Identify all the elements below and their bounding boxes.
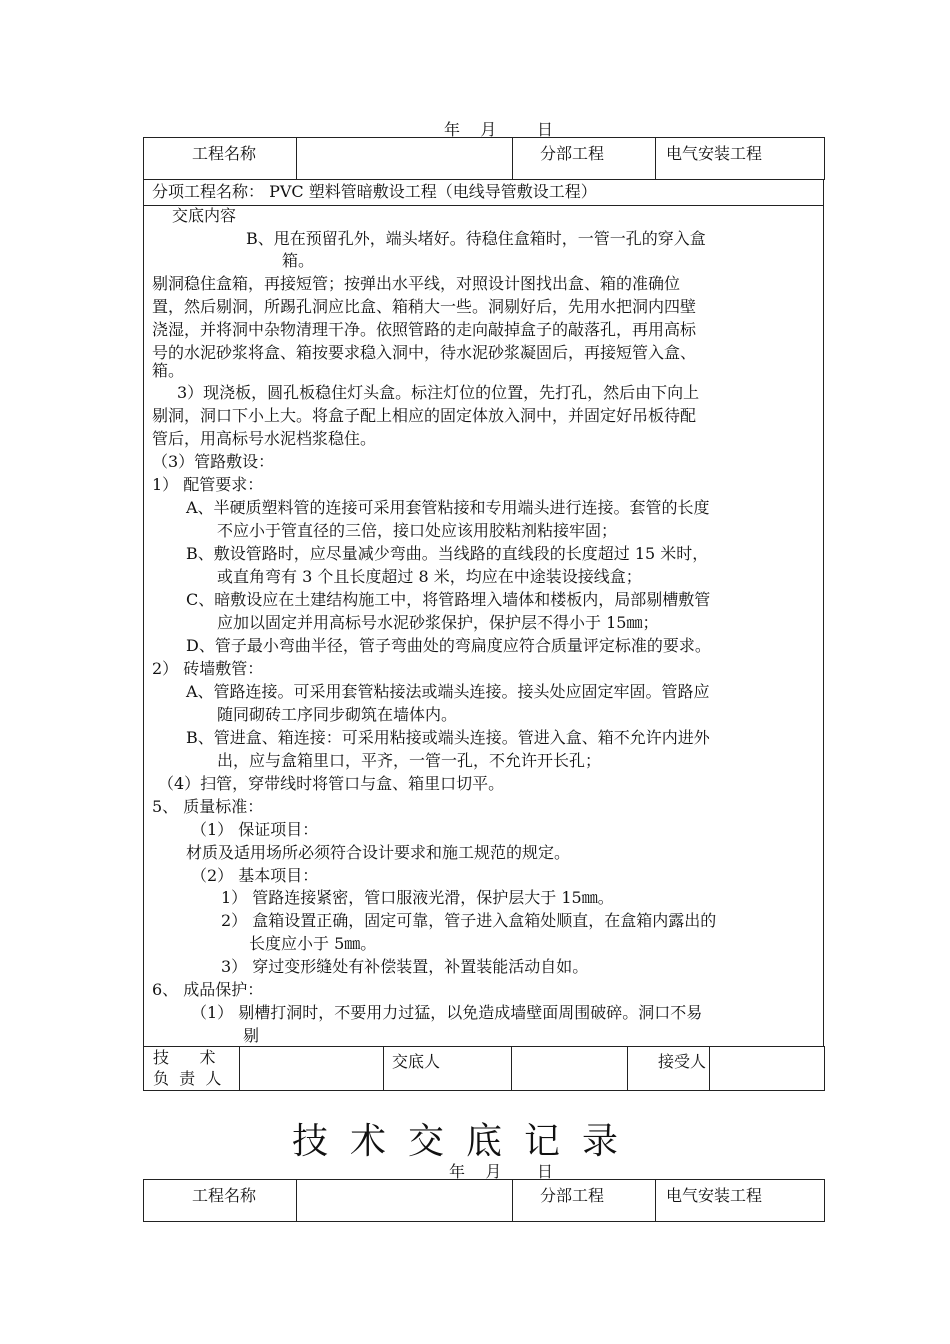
body-line: 5、 质量标准： [152,797,264,816]
body-line: （4）扫管，穿带线时将管口与盒、箱里口切平。 [158,774,505,793]
body-line: 浇湿，并将洞中杂物清理干净。依照管路的走向敲掉盒子的敲落孔，再用高标 [152,320,697,339]
body-line: A、半硬质塑料管的连接可采用套管粘接和专用端头进行连接。套管的长度 [186,498,710,517]
date-line: 年 月 日 [449,1162,553,1181]
header-table [143,1179,825,1222]
body-line: （2） 基本项目： [191,866,319,885]
subitem-name: 分项工程名称： PVC 塑料管暗敷设工程（电线导管敷设工程） [152,182,597,201]
body-line: （1） 保证项目： [191,820,319,839]
subitem-divider [143,205,824,206]
body-line: 随同砌砖工序同步砌筑在墙体内。 [217,705,458,724]
body-line: 应加以固定并用高标号水泥砂浆保护，保护层不得小于 15㎜； [217,613,659,632]
project-name-value [297,138,513,180]
discloser-label: 交底人 [384,1047,512,1091]
body-line: 2） 砖墙敷管： [152,659,264,678]
receiver-label: 接受人 [628,1047,710,1091]
tech-lead-label-line1: 技 术 [153,1048,216,1067]
body-line: 6、 成品保护： [152,980,264,999]
division-label: 分部工程 [513,138,656,180]
document-title: 技术交底记录 [292,1121,641,1162]
body-line: 箱。 [282,251,315,270]
project-name-label: 工程名称 [144,1180,297,1222]
body-line: A、管路连接。可采用套管粘接法或端头连接。接头处应固定牢固。管路应 [186,682,710,701]
body-line: 置，然后剔洞，所踢孔洞应比盒、箱稍大一些。洞剔好后，先用水把洞内四壁 [152,297,697,316]
body-line: C、暗敷设应在土建结构施工中，将管路埋入墙体和楼板内，局部剔槽敷管 [186,590,711,609]
tech-lead-label-line2: 负 责 人 [153,1069,222,1088]
project-name-label: 工程名称 [144,138,297,180]
project-name-value [297,1180,513,1222]
tech-lead-label [144,1047,240,1091]
signoff-table [143,1046,825,1091]
body-line: B、敷设管路时，应尽量减少弯曲。当线路的直线段的长度超过 15 米时， [186,544,709,563]
body-line: 材质及适用场所必须符合设计要求和施工规范的规定。 [186,843,571,862]
body-line: 1） 配管要求： [152,475,264,494]
division-label: 分部工程 [513,1180,656,1222]
body-line: 剔 [243,1026,260,1045]
discloser-value [512,1047,628,1091]
body-line: 不应小于管直径的三倍，接口处应该用胶粘剂粘接牢固； [217,521,618,540]
body-line: 出，应与盒箱里口，平齐，一管一孔，不允许开长孔； [217,751,602,770]
body-line: 号的水泥砂浆将盒、箱按要求稳入洞中，待水泥砂浆凝固后，再接短管入盒、 [152,343,697,362]
body-line: 管后，用高标号水泥档浆稳住。 [152,429,377,448]
body-line: 或直角弯有 3 个且长度超过 8 米，均应在中途装设接线盒； [217,567,642,586]
receiver-value [710,1047,825,1091]
body-line: B、甩在预留孔外，端头堵好。待稳住盒箱时，一管一孔的穿入盒 [246,229,706,248]
body-line: 箱。 [152,361,185,380]
body-line: 3）现浇板，圆孔板稳住灯头盒。标注灯位的位置，先打孔，然后由下向上 [177,383,700,402]
tech-lead-value [240,1047,384,1091]
division-value: 电气安装工程 [656,138,825,180]
body-line: 剔洞，洞口下小上大。将盒子配上相应的固定体放入洞中，并固定好吊板待配 [152,406,697,425]
body-line: 3） 穿过变形缝处有补偿装置，补置装能活动自如。 [221,957,589,976]
body-line: 剔洞稳住盒箱，再接短管；按弹出水平线，对照设计图找出盒、箱的准确位 [152,274,681,293]
date-line: 年 月 日 [444,120,554,139]
body-line: 1） 管路连接紧密，管口服液光滑，保护层大于 15㎜。 [221,888,614,907]
body-line: 2） 盒箱设置正确，固定可靠，管子进入盒箱处顺直，在盒箱内露出的 [221,911,717,930]
body-line: （1） 剔槽打洞时，不要用力过猛，以免造成墙壁面周围破碎。洞口不易 [191,1003,703,1022]
body-line: D、管子最小弯曲半径，管子弯曲处的弯扁度应符合质量评定标准的要求。 [186,636,711,655]
body-line: 长度应小于 5㎜。 [249,934,377,953]
header-table [143,137,825,180]
division-value: 电气安装工程 [656,1180,825,1222]
content-label: 交底内容 [172,206,237,225]
body-line: B、管进盒、箱连接：可采用粘接或端头连接。管进入盒、箱不允许内进外 [186,728,710,747]
body-line: （3）管路敷设： [152,452,275,471]
